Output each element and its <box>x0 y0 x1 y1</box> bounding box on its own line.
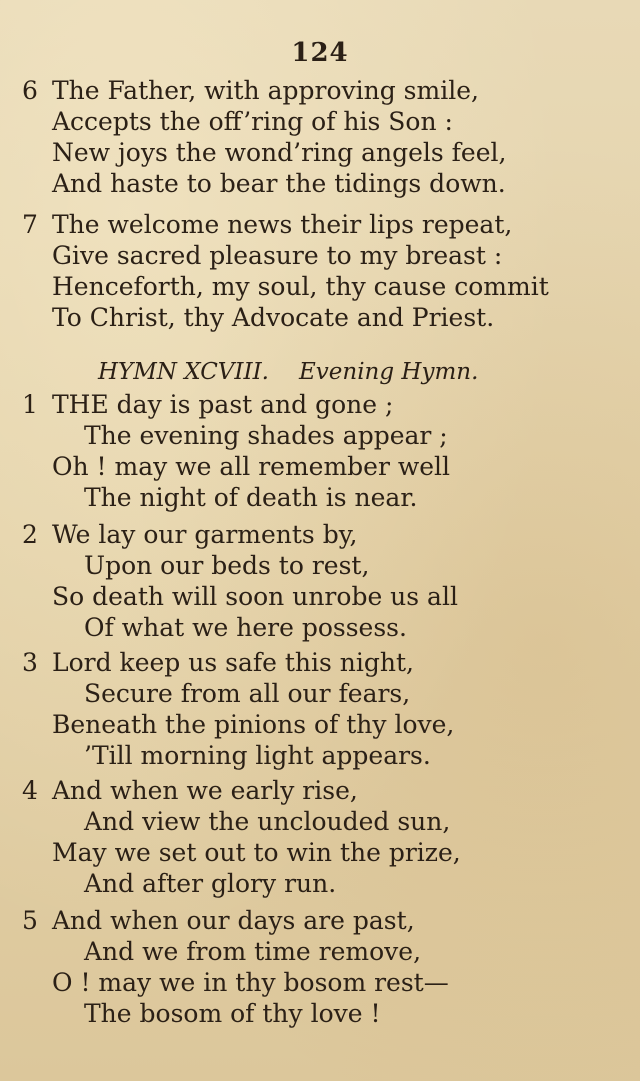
verse-line: ’Till morning light appears. <box>84 741 431 770</box>
verse-line: The evening shades appear ; <box>84 421 448 450</box>
verse-line: O ! may we in thy bosom rest— <box>52 968 449 997</box>
stanza-number: 3 <box>22 648 38 677</box>
hymn-title: HYMN XCVIII. <box>98 359 269 385</box>
stanza-number: 6 <box>22 76 38 105</box>
stanza-number: 7 <box>22 210 38 239</box>
verse-line: THE day is past and gone ; <box>52 390 394 419</box>
verse-line: The night of death is near. <box>84 483 418 512</box>
verse-line: Oh ! may we all remember well <box>52 452 451 481</box>
verse-line: Henceforth, my soul, thy cause commit <box>52 272 549 301</box>
hymn-heading <box>98 358 478 386</box>
verse-line: Lord keep us safe this night, <box>52 648 414 677</box>
verse-line: And when our days are past, <box>52 906 415 935</box>
stanza-number: 2 <box>22 520 38 549</box>
verse-line: The welcome news their lips repeat, <box>52 210 513 239</box>
verse-line: To Christ, thy Advocate and Priest. <box>52 303 495 332</box>
stanza-number: 5 <box>22 906 38 935</box>
verse-line: Beneath the pinions of thy love, <box>52 710 455 739</box>
verse-line: And after glory run. <box>84 869 337 898</box>
verse-line: And when we early rise, <box>52 776 358 805</box>
stanza-number: 4 <box>22 776 38 805</box>
verse-line: Give sacred pleasure to my breast : <box>52 241 503 270</box>
verse-line: And we from time remove, <box>84 937 422 966</box>
verse-line: And view the unclouded sun, <box>84 807 451 836</box>
page-number: 124 <box>291 38 349 68</box>
verse-line: We lay our garments by, <box>52 520 358 549</box>
verse-line: Secure from all our fears, <box>84 679 411 708</box>
verse-line: New joys the wond’ring angels feel, <box>52 138 507 167</box>
verse-line: Upon our beds to rest, <box>84 551 370 580</box>
hymn-subtitle: Evening Hymn. <box>298 359 479 385</box>
verse-line: The Father, with approving smile, <box>52 76 479 105</box>
verse-line: So death will soon unrobe us all <box>52 582 458 611</box>
stanza-number: 1 <box>22 390 38 419</box>
verse-line: And haste to bear the tidings down. <box>52 169 506 198</box>
verse-line: Of what we here possess. <box>84 613 407 642</box>
verse-line: May we set out to win the prize, <box>52 838 461 867</box>
verse-line: Accepts the off’ring of his Son : <box>52 107 453 136</box>
verse-line: The bosom of thy love ! <box>84 999 381 1028</box>
